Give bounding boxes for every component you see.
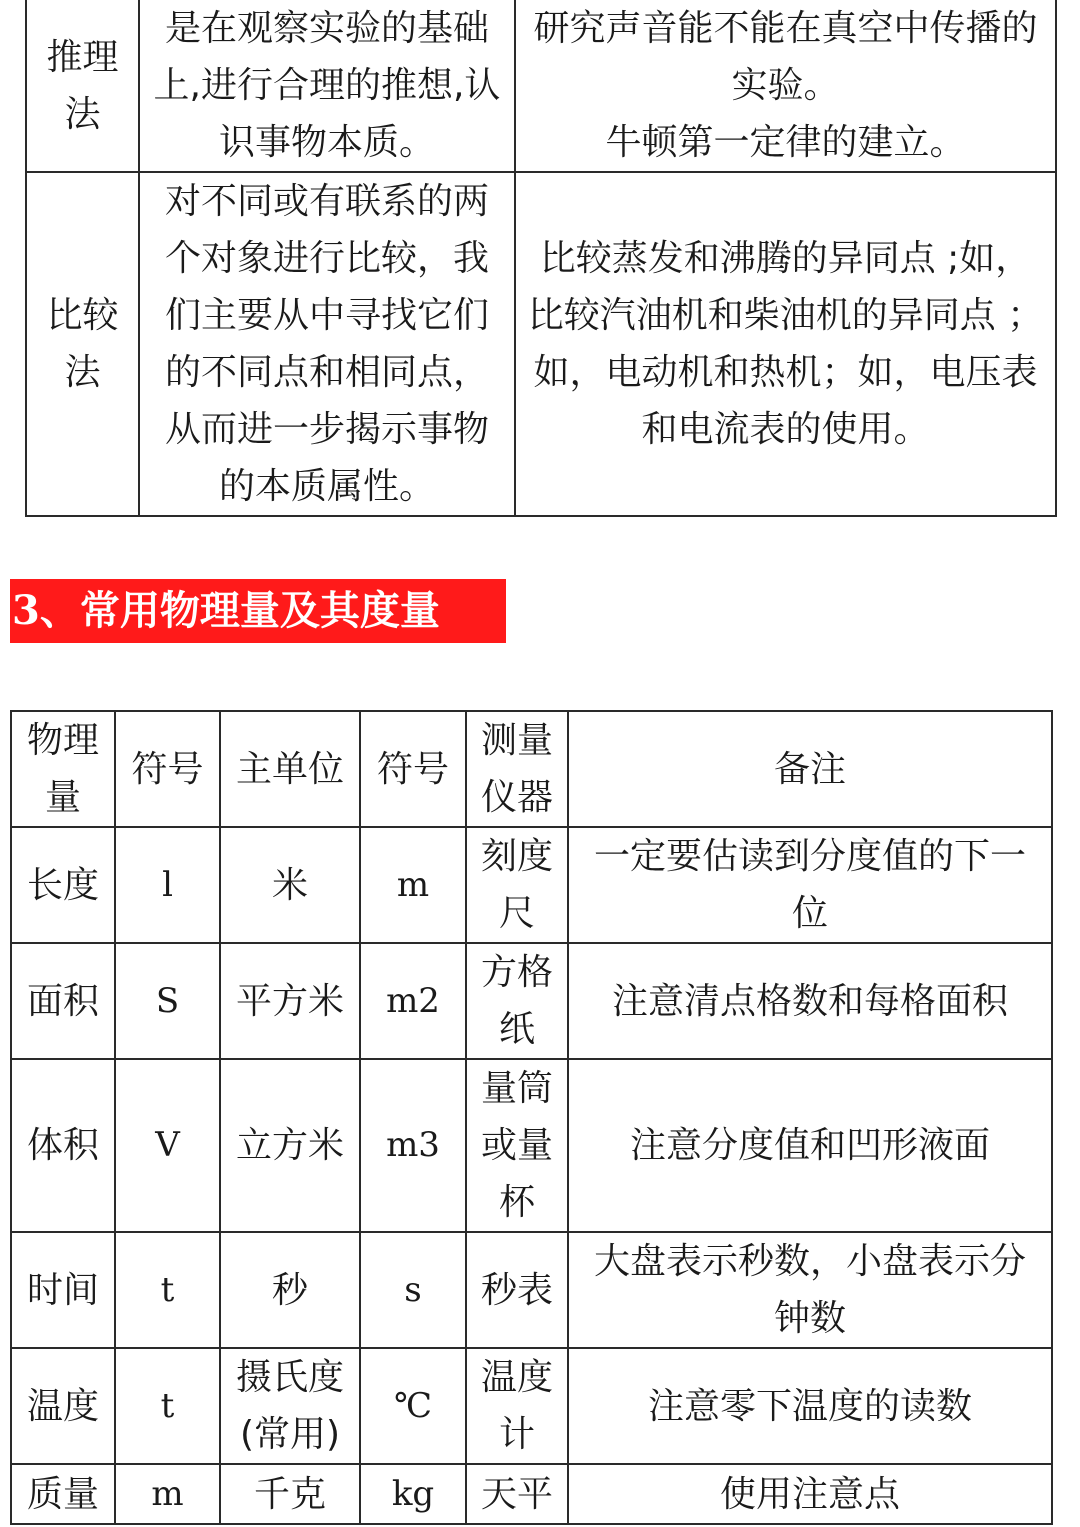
- header-note: 备注: [568, 711, 1052, 827]
- quantity-cell: 面积: [11, 943, 115, 1059]
- instrument-cell: 温度计: [466, 1348, 568, 1464]
- header-symbol: 符号: [115, 711, 220, 827]
- symbol-cell: S: [115, 943, 220, 1059]
- table-row: [11, 1059, 1052, 1232]
- unit-cell: 平方米: [220, 943, 360, 1059]
- note-cell: 注意零下温度的读数: [568, 1348, 1052, 1464]
- note-cell: 一定要估读到分度值的下一位: [568, 827, 1052, 943]
- method-name-cell: 推理法: [26, 0, 139, 172]
- quantities-table: [10, 710, 1053, 1525]
- header-quantity: 物理量: [11, 711, 115, 827]
- quantity-cell: 长度: [11, 827, 115, 943]
- unit-symbol-cell: ℃: [360, 1348, 466, 1464]
- header-instrument: 测量仪器: [466, 711, 568, 827]
- symbol-cell: m: [115, 1464, 220, 1524]
- table-row: [26, 172, 1056, 516]
- section-heading: 3、常用物理量及其度量: [10, 579, 506, 643]
- example-line: 比较蒸发和沸腾的异同点 ;如，比较汽油机和柴油机的异同点 ；如，电动机和热机；如，电压表和电流表的使用。: [527, 238, 1044, 450]
- symbol-cell: t: [115, 1232, 220, 1348]
- unit-cell: 摄氏度(常用): [220, 1348, 360, 1464]
- instrument-cell: 天平: [466, 1464, 568, 1524]
- quantity-cell: 质量: [11, 1464, 115, 1524]
- instrument-cell: 方格纸: [466, 943, 568, 1059]
- header-unit: 主单位: [220, 711, 360, 827]
- method-example-cell: [515, 172, 1056, 516]
- quantity-cell: 温度: [11, 1348, 115, 1464]
- instrument-cell: 刻度尺: [466, 827, 568, 943]
- unit-cell: 米: [220, 827, 360, 943]
- quantity-cell: 时间: [11, 1232, 115, 1348]
- note-cell: 使用注意点: [568, 1464, 1052, 1524]
- unit-cell: 千克: [220, 1464, 360, 1524]
- unit-symbol-cell: kg: [360, 1464, 466, 1524]
- method-description-cell: 对不同或有联系的两个对象进行比较，我们主要从中寻找它们的不同点和相同点，从而进一步揭示事物的本质属性。: [139, 172, 515, 516]
- symbol-cell: l: [115, 827, 220, 943]
- unit-symbol-cell: m3: [360, 1059, 466, 1232]
- table-row: [11, 1464, 1052, 1524]
- note-cell: 大盘表示秒数，小盘表示分钟数: [568, 1232, 1052, 1348]
- methods-table: [25, 0, 1057, 517]
- table-header-row: [11, 711, 1052, 827]
- unit-cell: 秒: [220, 1232, 360, 1348]
- note-cell: 注意分度值和凹形液面: [568, 1059, 1052, 1232]
- note-cell: 注意清点格数和每格面积: [568, 943, 1052, 1059]
- symbol-cell: t: [115, 1348, 220, 1464]
- quantity-cell: 体积: [11, 1059, 115, 1232]
- unit-symbol-cell: m: [360, 827, 466, 943]
- example-line: 研究声音能不能在真空中传播的实验。: [533, 8, 1038, 106]
- unit-symbol-cell: m2: [360, 943, 466, 1059]
- instrument-cell: 量筒或量杯: [466, 1059, 568, 1232]
- table-row: [11, 943, 1052, 1059]
- method-name-cell: 比较法: [26, 172, 139, 516]
- table-row: [26, 0, 1056, 172]
- method-description-cell: 是在观察实验的基础上,进行合理的推想,认识事物本质。: [139, 0, 515, 172]
- example-line: 牛顿第一定律的建立。: [605, 122, 966, 163]
- header-unit-symbol: 符号: [360, 711, 466, 827]
- table-row: [11, 1348, 1052, 1464]
- unit-cell: 立方米: [220, 1059, 360, 1232]
- table-row: [11, 827, 1052, 943]
- method-example-cell: [515, 0, 1056, 172]
- symbol-cell: V: [115, 1059, 220, 1232]
- unit-symbol-cell: s: [360, 1232, 466, 1348]
- instrument-cell: 秒表: [466, 1232, 568, 1348]
- table-row: [11, 1232, 1052, 1348]
